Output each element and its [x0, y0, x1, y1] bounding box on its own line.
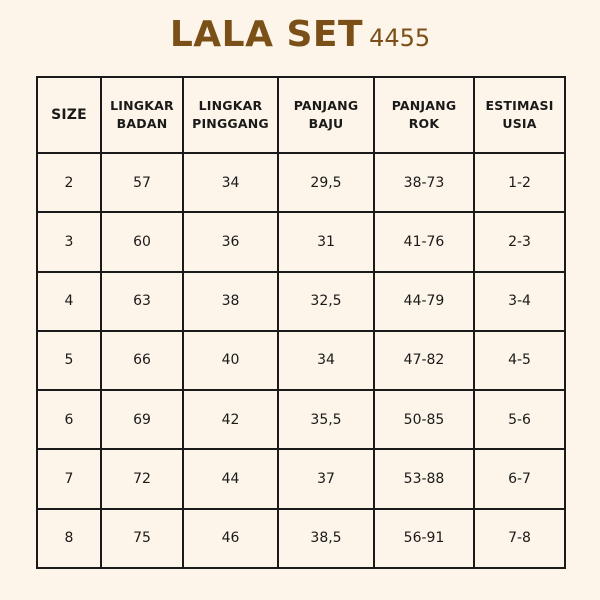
- cell-panjang-rok: 41-76: [374, 212, 474, 271]
- header-panjang-baju: PANJANG BAJU: [278, 77, 374, 153]
- cell-panjang-rok: 44-79: [374, 272, 474, 331]
- cell-panjang-rok: 38-73: [374, 153, 474, 212]
- cell-estimasi-usia: 5-6: [474, 390, 565, 449]
- table-row: [37, 449, 565, 508]
- cell-panjang-rok: 56-91: [374, 509, 474, 568]
- cell-size: 4: [37, 272, 101, 331]
- table-header-row: [37, 77, 565, 153]
- cell-panjang-baju: 38,5: [278, 509, 374, 568]
- cell-lingkar-pinggang: 36: [183, 212, 278, 271]
- cell-estimasi-usia: 6-7: [474, 449, 565, 508]
- cell-lingkar-pinggang: 44: [183, 449, 278, 508]
- table-row: [37, 509, 565, 568]
- header-panjang-rok: PANJANG ROK: [374, 77, 474, 153]
- cell-panjang-baju: 29,5: [278, 153, 374, 212]
- cell-lingkar-pinggang: 40: [183, 331, 278, 390]
- cell-estimasi-usia: 2-3: [474, 212, 565, 271]
- cell-panjang-baju: 31: [278, 212, 374, 271]
- cell-size: 6: [37, 390, 101, 449]
- table-row: [37, 272, 565, 331]
- cell-lingkar-pinggang: 34: [183, 153, 278, 212]
- cell-panjang-baju: 34: [278, 331, 374, 390]
- cell-lingkar-badan: 66: [101, 331, 183, 390]
- cell-lingkar-pinggang: 46: [183, 509, 278, 568]
- cell-size: 3: [37, 212, 101, 271]
- cell-estimasi-usia: 4-5: [474, 331, 565, 390]
- cell-size: 7: [37, 449, 101, 508]
- cell-size: 8: [37, 509, 101, 568]
- size-chart-table: [36, 76, 566, 569]
- table-row: [37, 390, 565, 449]
- cell-panjang-rok: 53-88: [374, 449, 474, 508]
- cell-estimasi-usia: 3-4: [474, 272, 565, 331]
- cell-lingkar-pinggang: 38: [183, 272, 278, 331]
- cell-size: 5: [37, 331, 101, 390]
- cell-lingkar-pinggang: 42: [183, 390, 278, 449]
- table-row: [37, 331, 565, 390]
- header-estimasi-usia: ESTIMASI USIA: [474, 77, 565, 153]
- cell-size: 2: [37, 153, 101, 212]
- page-title: [0, 14, 600, 55]
- product-name: LALA SET: [169, 14, 364, 55]
- header-lingkar-pinggang: LINGKAR PINGGANG: [183, 77, 278, 153]
- cell-lingkar-badan: 63: [101, 272, 183, 331]
- cell-panjang-baju: 32,5: [278, 272, 374, 331]
- cell-lingkar-badan: 57: [101, 153, 183, 212]
- cell-panjang-baju: 35,5: [278, 390, 374, 449]
- cell-estimasi-usia: 1-2: [474, 153, 565, 212]
- cell-panjang-rok: 50-85: [374, 390, 474, 449]
- cell-lingkar-badan: 69: [101, 390, 183, 449]
- cell-panjang-rok: 47-82: [374, 331, 474, 390]
- header-size: SIZE: [37, 77, 101, 153]
- cell-lingkar-badan: 60: [101, 212, 183, 271]
- cell-panjang-baju: 37: [278, 449, 374, 508]
- product-code: 4455: [369, 24, 431, 52]
- table-row: [37, 153, 565, 212]
- cell-lingkar-badan: 72: [101, 449, 183, 508]
- cell-estimasi-usia: 7-8: [474, 509, 565, 568]
- table-row: [37, 212, 565, 271]
- header-lingkar-badan: LINGKAR BADAN: [101, 77, 183, 153]
- cell-lingkar-badan: 75: [101, 509, 183, 568]
